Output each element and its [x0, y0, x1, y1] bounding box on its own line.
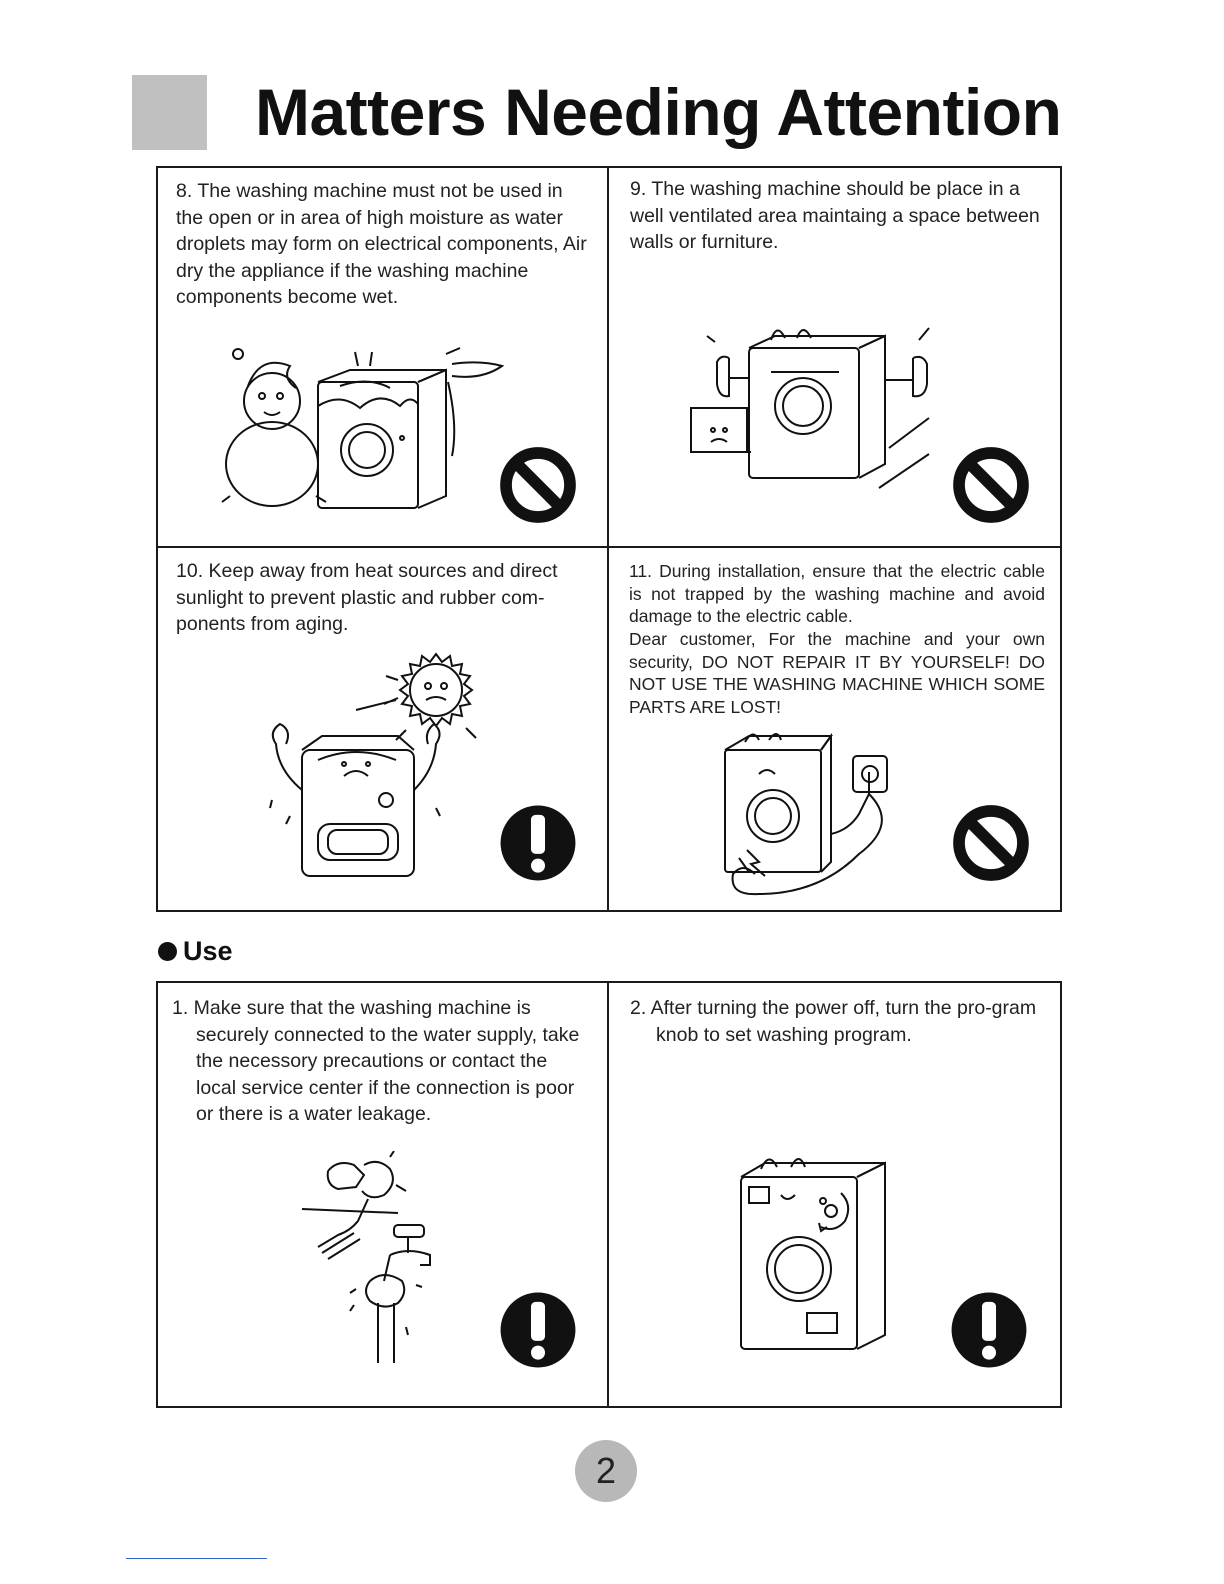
page-title: Matters Needing Attention	[255, 75, 1062, 149]
page-number-badge: 2	[575, 1440, 637, 1502]
warning-icon	[499, 804, 577, 882]
warning-icon	[499, 1291, 577, 1369]
program-knob-washer-illustration	[735, 1151, 895, 1361]
caution-text-11: 11. During installation, ensure that the electric cable is not trapped by the washing machine and avoid damage to the electric cable.	[629, 561, 1045, 626]
prohibition-icon	[952, 804, 1030, 882]
title-block	[132, 75, 207, 150]
caution-item-8	[158, 168, 607, 546]
snowman-washer-illustration	[220, 346, 510, 511]
bullet-icon	[158, 942, 177, 961]
use-text-2: 2. After turning the power off, turn the pro-gram knob to set washing program.	[630, 997, 1037, 1046]
caution-item-9	[609, 168, 1060, 546]
use-text-1: 1. Make sure that the washing machine is securely connected to the water supply, take the necessory precautions or contact the local service center if the connection is poor or there is a water leakage.	[172, 997, 580, 1125]
caution-text-8: 8. The washing machine must not be used in the open or in area of high moisture as water droplets may form on electrical components, Air dry the appliance if the washing machine components become wet.	[176, 180, 587, 308]
prohibition-icon	[952, 446, 1030, 524]
use-section-title: Use	[183, 935, 233, 966]
electric-cable-washer-illustration	[719, 724, 929, 900]
footer-rule	[126, 1558, 267, 1559]
caution-item-10	[158, 548, 607, 910]
water-supply-illustration	[298, 1151, 448, 1366]
use-item-1	[158, 983, 607, 1406]
use-grid	[156, 981, 1062, 1408]
caution-text-10: 10. Keep away from heat sources and direct sunlight to prevent plastic and rubber com-ponents from aging.	[176, 560, 558, 635]
caution-notice-11: Dear customer, For the machine and your own security, DO NOT REPAIR IT BY YOURSELF! DO NOT USE THE WASHING MACHINE WHICH SOME PARTS ARE LOST!	[629, 629, 1045, 717]
warning-icon	[950, 1291, 1028, 1369]
caution-grid	[156, 166, 1062, 912]
use-section-heading	[158, 935, 233, 967]
ventilated-washer-illustration	[679, 318, 939, 493]
sun-heat-washer-illustration	[256, 640, 506, 880]
caution-text-9: 9. The washing machine should be place in a well ventilated area maintaing a space between walls or furniture.	[630, 178, 1040, 253]
use-item-2	[609, 983, 1060, 1406]
caution-item-11	[609, 548, 1060, 910]
prohibition-icon	[499, 446, 577, 524]
